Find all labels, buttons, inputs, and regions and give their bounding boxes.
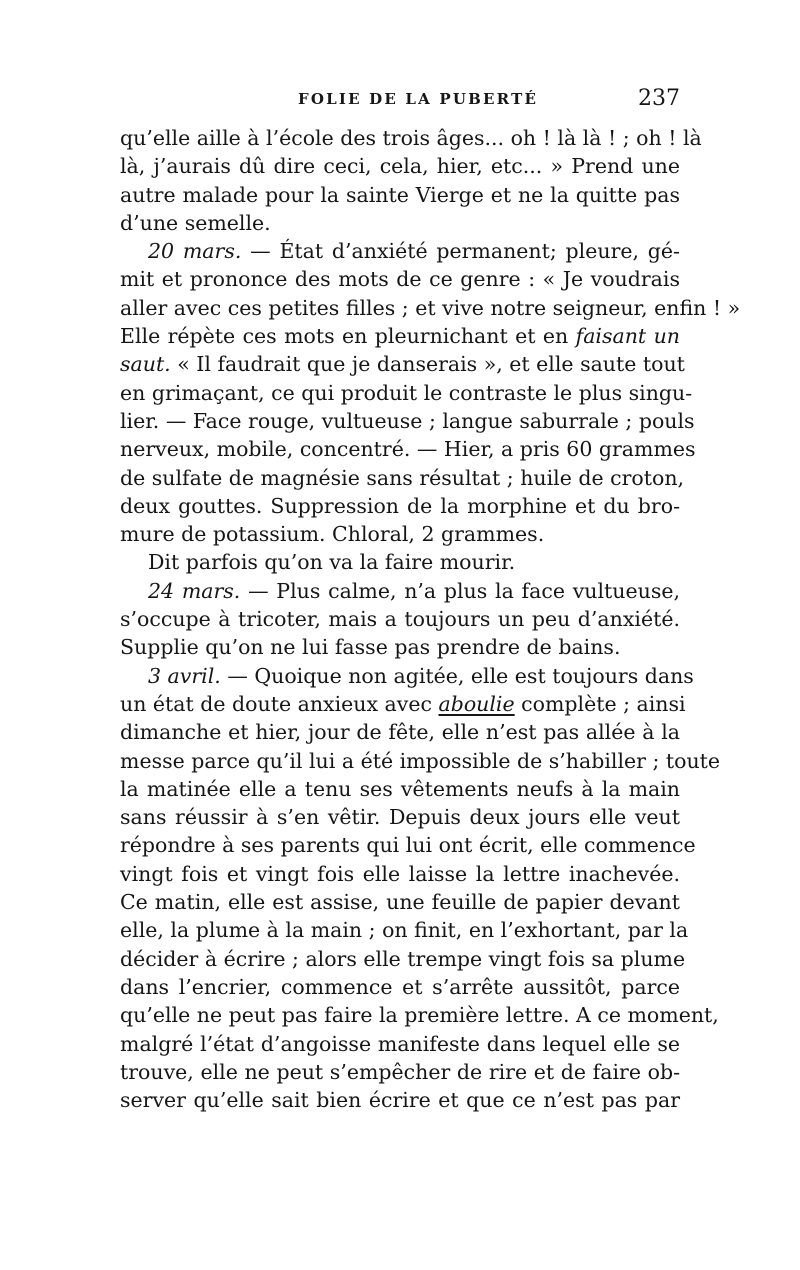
date-label: 20 mars. xyxy=(148,239,242,264)
text-line: répondre à ses parents qui lui ont écrit, elle commence xyxy=(120,833,696,858)
text-line: mure de potassium. Chloral, 2 grammes. xyxy=(120,522,545,547)
text-line: malgré l’état d’angoisse manifeste dans lequel elle se xyxy=(120,1031,680,1056)
text-line: Dit parfois qu’on va la faire mourir. xyxy=(148,550,516,575)
text-line: nerveux, mobile, concentré. — Hier, a pris 60 grammes xyxy=(120,437,696,462)
text-line: autre malade pour la sainte Vierge et ne la quitte pas xyxy=(120,182,680,207)
text-line: Elle répète ces mots en pleurnichant et en faisant un xyxy=(120,324,680,349)
text-line: Ce matin, elle est assise, une feuille de papier devant xyxy=(120,890,680,915)
text-line: d’une semelle. xyxy=(120,210,271,235)
text-line: qu’elle ne peut pas faire la première lettre. A ce moment, xyxy=(120,1003,719,1028)
text-line: là, j’aurais dû dire ceci, cela, hier, etc... » Prend une xyxy=(120,154,680,179)
emphasis-text: saut. xyxy=(120,352,171,377)
emphasis-text: aboulie xyxy=(438,691,515,716)
date-label: 24 mars. xyxy=(148,578,241,603)
text-line: aller avec ces petites filles ; et vive notre seigneur, enfin ! » xyxy=(120,295,741,320)
text-line: server qu’elle sait bien écrire et que ce n’est pas par xyxy=(120,1088,680,1113)
text-line: saut. « Il faudrait que je danserais », et elle saute tout xyxy=(120,352,685,377)
text-line: dimanche et hier, jour de fête, elle n’est pas allée à la xyxy=(120,720,680,745)
text-line: lier. — Face rouge, vultueuse ; langue saburrale ; pouls xyxy=(120,408,695,433)
running-title: FOLIE DE LA PUBERTÉ xyxy=(298,90,539,108)
text-line: 20 mars. — État d’anxiété permanent; pleure, gé- xyxy=(148,239,680,264)
text-line: dans l’encrier, commence et s’arrête aussitôt, parce xyxy=(120,974,680,999)
page-header xyxy=(120,86,680,120)
text-line: messe parce qu’il lui a été impossible de s’habiller ; toute xyxy=(120,748,721,773)
date-label: 3 avril. xyxy=(148,663,221,688)
text-line: décider à écrire ; alors elle trempe vingt fois sa plume xyxy=(120,946,686,971)
text-line: 24 mars. — Plus calme, n’a plus la face vultueuse, xyxy=(148,578,680,603)
emphasis-text: faisant un xyxy=(575,324,680,349)
text-line: mit et prononce des mots de ce genre : « Je voudrais xyxy=(120,267,680,292)
text-line: 3 avril. — Quoique non agitée, elle est toujours dans xyxy=(148,663,694,688)
text-line: trouve, elle ne peut s’empêcher de rire et de faire ob- xyxy=(120,1059,680,1084)
text-line: Supplie qu’on ne lui fasse pas prendre de bains. xyxy=(120,635,621,660)
text-line: sans réussir à s’en vêtir. Depuis deux jours elle veut xyxy=(120,805,680,830)
body-text xyxy=(120,124,741,1114)
text-line: la matinée elle a tenu ses vêtements neufs à la main xyxy=(120,776,680,801)
page-number: 237 xyxy=(638,86,680,111)
text-line: deux gouttes. Suppression de la morphine et du bro- xyxy=(120,493,680,518)
text-line: un état de doute anxieux avec aboulie complète ; ainsi xyxy=(120,691,686,716)
text-line: s’occupe à tricoter, mais a toujours un peu d’anxiété. xyxy=(120,607,680,632)
text-line: de sulfate de magnésie sans résultat ; huile de croton, xyxy=(120,465,685,490)
text-line: vingt fois et vingt fois elle laisse la lettre inachevée. xyxy=(120,861,680,886)
text-line: qu’elle aille à l’école des trois âges... oh ! là là ! ; oh ! là xyxy=(120,126,702,150)
text-line: en grimaçant, ce qui produit le contraste le plus singu- xyxy=(120,380,693,405)
text-line: elle, la plume à la main ; on finit, en l’exhortant, par la xyxy=(120,918,689,943)
